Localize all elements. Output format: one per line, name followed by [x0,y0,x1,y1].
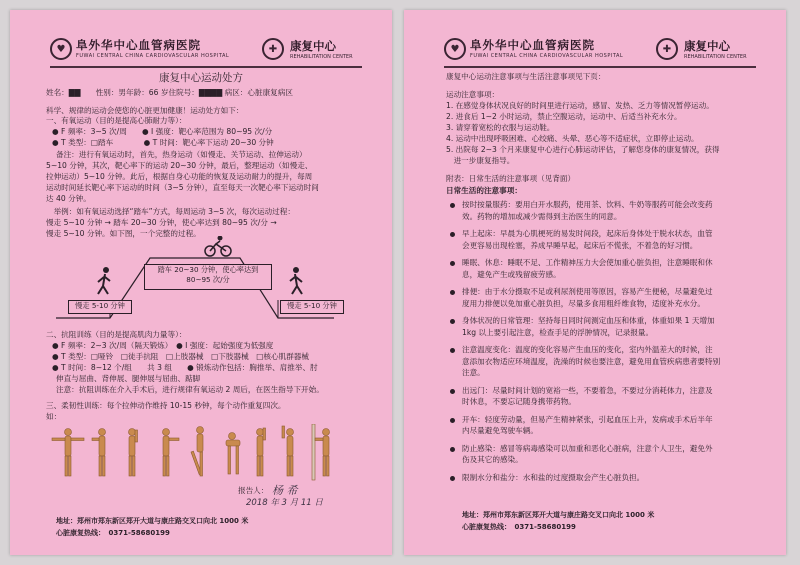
stretch-figure-icon [257,428,266,476]
daily-note-line: 度用力排便以免加重心脏负担，尽量多食用粗纤维食物，适度补充水分。 [462,298,705,308]
daily-note-line: 睡眠、休息：睡眠不足、工作精神压力大会使加重心脏负担，注意睡眠和休 [462,258,713,267]
hospital-name-en: FUWAI CENTRAL CHINA CARDIOVASCULAR HOSPITAL [470,53,624,59]
rehab-logo-icon: ✚ [262,38,284,60]
resistance-freq: ● F 频率：2~3 次/周（隔天锻炼） ● I 强度：起始强度为低强度 [52,341,274,350]
daily-note-line: 早上起床：早晨为心肌梗死的易发时间段，起床后身体处于脱水状态，血管 [462,229,713,238]
resistance-type: ● T 类型：□哑铃 □徒手抗阻 □上肢器械 □下肢器械 □核心肌群器械 [52,352,309,361]
resistance-time: ● T 时间：8~12 个/组 共 3 组 ● 锻炼动作包括：胸推举、肩推举、肘 [52,363,318,372]
aerobic-freq: ● F 频率：3~5 次/周 ● I 强度：靶心率范围为 80~95 次/分 [52,127,273,136]
daily-note-line: 效。药物的增加或减少需得到主治医生的同意。 [462,211,622,221]
hospital-name: 阜外华中心血管病医院 [76,38,201,52]
hospital-logo-icon: ♥ [444,38,466,60]
daily-note-line: 息，避免产生或残留疲劳感。 [462,269,561,279]
bullet-icon [450,418,455,423]
page-header [50,36,362,68]
stretching-figures-illustration [50,424,340,484]
appendix-line: 附表：日常生活的注意事项（见背面） [446,174,576,183]
daily-note-line: 注意温度变化：温度的变化容易产生血压的变化，室内外温差大的时候，注 [462,345,713,354]
stretch-figure-icon [282,426,294,476]
daily-note-line: 排便：由于水分摄取不足或利尿剂使用等原因，容易产生便秘，尽量避免过 [462,287,713,296]
aerobic-note: 运动时间延长靶心率下运动的时间（3~5 分钟），直至每天一次靶心率下运动时间 [46,183,319,192]
daily-note-line: 按时按量服药：要用白开水服药，使用茶、饮料、牛奶等服药可能会改变药 [462,200,713,209]
example-text: 举例：如有氧运动选择“踏车”方式，每周运动 3~5 次，每次运动过程： [46,207,295,216]
daily-note-line: 限制水分和盐分：水和盐的过度摄取会产生心脏负担。 [462,472,645,482]
exercise-notes-title: 运动注意事项： [446,90,500,99]
hospital-logo-icon: ♥ [50,38,72,60]
warmup-stage-box: 慢走 5-10 分钟 [68,300,132,314]
rehab-logo-icon: ✚ [656,38,678,60]
cycling-stage-box [144,264,272,290]
daily-note-line: 注意。 [462,368,485,377]
flexibility-title: 三、柔韧性训练：每个拉伸动作维持 10-15 秒钟，每个动作重复四次。 [46,401,286,410]
bullet-icon [450,290,455,295]
exercise-note: 进一步康复指导。 [446,156,515,165]
bullet-icon [450,319,455,324]
cycling-stage-text: 踏车 20~30 分钟，使心率达到 [157,265,259,274]
daily-note-line: 1kg 以上要引起注意，检查手足的浮肿情况，记录报量。 [462,327,654,337]
report-date: 2018 年 3 月 11 日 [246,498,323,508]
stretch-figure-icon [163,429,180,477]
reporter-label: 报告人： [238,486,269,495]
walking-person-icon [290,267,302,294]
daily-notes-title: 日常生活的注意事项： [446,186,522,195]
resistance-actions: 伸直与屈曲、背伸展、腿伸展与屈曲、踮脚 [56,374,201,383]
exercise-note: 2. 进食后 1~2 小时运动，禁止空腹运动，运动中、后适当补充水分。 [446,112,682,121]
rehab-center-en: REHABILITATION CENTER [684,54,747,60]
rehab-hotline: 心脏康复热线： 0371-58680199 [56,529,170,537]
exercise-note: 3. 请穿着宽松的衣服与运动鞋。 [446,123,555,132]
daily-note-line: 时休息，不要忘记随身携带药物。 [462,397,576,406]
daily-note-line: 身体状况的日常管理：坚持每日同时间测定血压和体重，体重如果 1 天增加 [462,316,715,325]
daily-note-line: 内尽量避免驾驶车辆。 [462,426,538,435]
bullet-icon [450,232,455,237]
cooldown-stage-box: 慢走 5-10 分钟 [280,300,344,314]
aerobic-type: ● T 类型：□踏车 ● T 时间：靶心率下运动 20~30 分钟 [52,138,274,147]
example-text: 慢走 5~10 分钟 → 踏车 20~30 分钟，使心率达到 80~95 次/分 → [46,218,277,227]
bullet-icon [450,389,455,394]
patient-info: 姓名：▇▇ 性别：男年龄：66 岁住院号：▇▇▇▇ 病区：心脏康复病区 [46,88,293,97]
hospital-name-en: FUWAI CENTRAL CHINA CARDIOVASCULAR HOSPITAL [76,53,230,59]
resistance-note: 注意：抗阻训练在介入手术后，进行规律有氧运动 2 周后，在医生指导下开始。 [56,385,324,394]
page-title: 康复中心运动处方 [159,72,243,84]
rehab-center-name: 康复中心 [290,39,336,53]
stretch-figure-icon [226,433,240,475]
aerobic-note: 拉伸运动）5~10 分钟。此后，根据自身心功能的恢复及运动耐力的提升，每周 [46,172,313,181]
stretch-figure-icon [52,429,84,477]
page-subtitle: 康复中心运动注意事项与生活注意事项见下页： [446,72,606,81]
stretch-figure-icon [92,429,106,477]
flexibility-example: 如： [46,412,62,421]
resistance-title: 二、抗阻训练（目的是提高肌肉力量等）： [46,330,187,339]
daily-note-line: 出远门：尽量时间计划的宽裕一些，不要着急，不要过分消耗体力，注意及 [462,385,713,395]
hospital-address: 地址：郑州市郑东新区郑开大道与康庄路交叉口向北 1000 米 [56,517,249,525]
daily-note-line: 开车：轻度劳动量，但易产生精神紧张，引起血压上升，发病或手术后半年 [462,414,713,424]
stretch-figure-icon [191,427,204,477]
daily-note-line: 防止感染：感冒等病毒感染可以加重和恶化心脏病，注意个人卫生，避免外 [462,443,713,453]
precautions-page [404,10,786,555]
exercise-note: 5. 出院每 2~3 个月来康复中心进行心肺运动评估，了解您身体的康复情况，获得 [446,145,720,154]
cyclist-icon [205,236,231,256]
exercise-note: 4. 运动中出现呼吸困难、心绞痛、头晕、恶心等不适症状，立即停止运动。 [446,134,699,143]
stretch-figure-icon [129,429,138,477]
page-header [444,36,756,68]
rehab-center-name: 康复中心 [684,39,730,53]
stretch-figure-icon [312,424,330,480]
aerobic-note: 5~10 分钟，其次，靶心率下的运动 20~30 分钟，最后，整理运动（如慢走、 [46,161,313,170]
intro-text: 科学、规律的运动会使您的心脏更加健康！运动处方如下： [46,106,244,115]
reporter-signature: 杨 希 [272,484,298,497]
hospital-name: 阜外华中心血管病医院 [470,38,595,52]
example-text: 慢走 5~10 分钟。如下图，一个完整的过程。 [46,229,201,238]
daily-note-line: 意添加衣物适应环境温度，洗澡的时候也要注意，避免用血管疾病患者要特别 [462,356,721,366]
bullet-icon [450,476,455,481]
prescription-page [10,10,392,555]
aerobic-title: 一、有氧运动（目的是提高心肺耐力等）： [46,116,187,125]
aerobic-note: 备注：进行有氧运动时，首先，热身运动（如慢走、关节运动、拉伸运动） [56,150,307,159]
walking-person-icon [98,267,110,294]
daily-note-line: 会更容易出现栓塞，养成早睡早起，起床后不慌张，不着急的好习惯。 [462,240,698,250]
bullet-icon [450,348,455,353]
rehab-center-en: REHABILITATION CENTER [290,54,353,60]
bullet-icon [450,447,455,452]
bullet-icon [450,203,455,208]
bullet-icon [450,261,455,266]
cycling-stage-text: 80~95 次/分 [186,275,230,284]
exercise-note: 1. 在感觉身体状况良好的时间里进行运动，感冒、发热、乏力等情况暂停运动。 [446,101,714,110]
hospital-address: 地址：郑州市郑东新区郑开大道与康庄路交叉口向北 1000 米 [462,511,655,519]
rehab-hotline: 心脏康复热线： 0371-58680199 [462,523,576,531]
daily-note-line: 伤及其它的感染。 [462,455,523,464]
aerobic-note: 达 40 分钟。 [46,194,91,203]
